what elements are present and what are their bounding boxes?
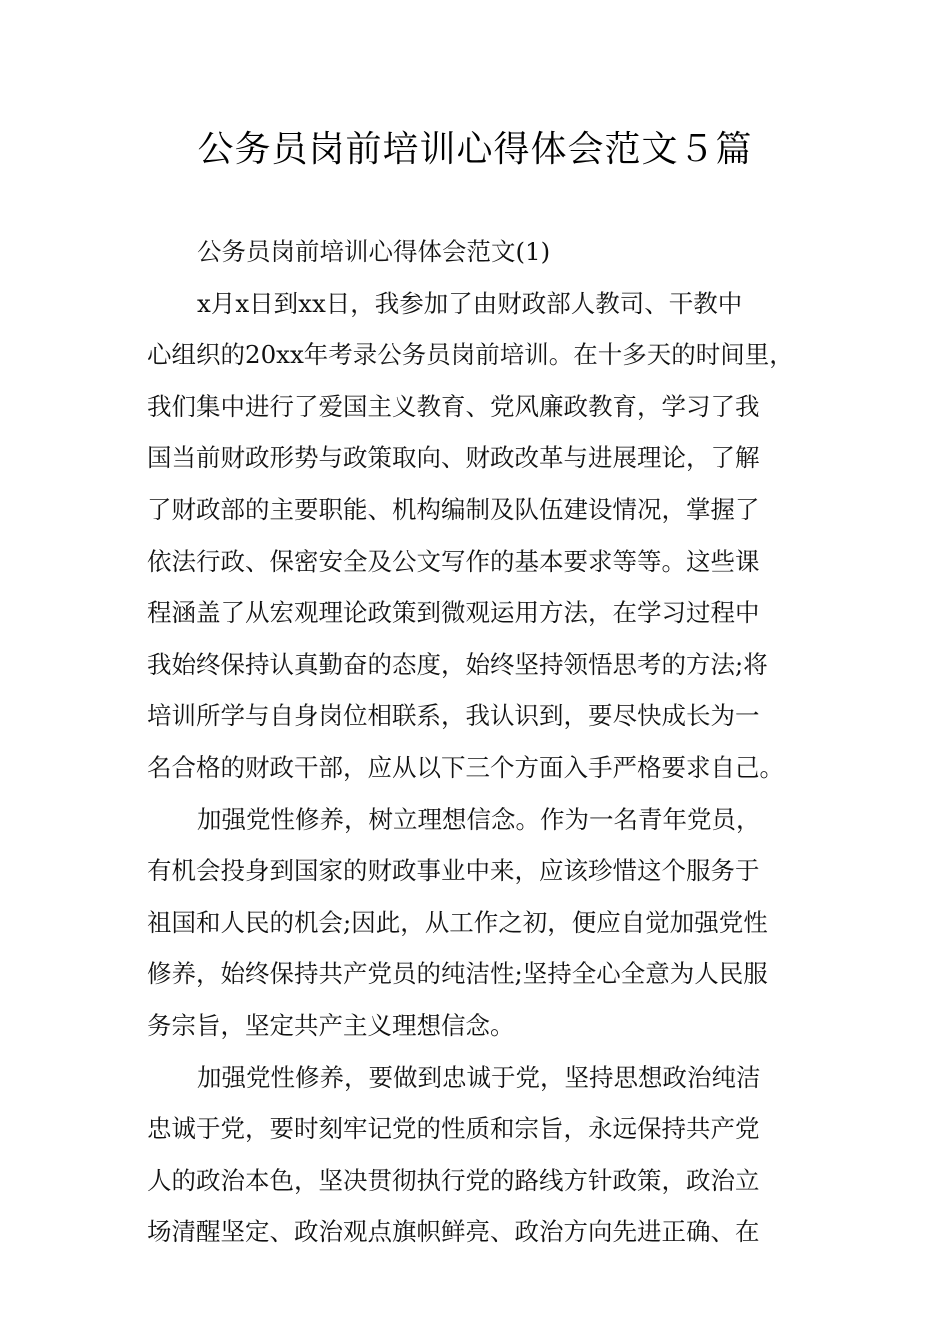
paragraph-line: 忠诚于党，要时刻牢记党的性质和宗旨，永远保持共产党 [147, 1114, 760, 1144]
paragraph-line: 加强党性修养，要做到忠诚于党，坚持思想政治纯洁 [197, 1062, 761, 1092]
paragraph-line: 人的政治本色，坚决贯彻执行党的路线方针政策，政治立 [147, 1165, 760, 1195]
paragraph-3 [147, 1052, 809, 1258]
paragraph-1 [147, 278, 809, 794]
paragraph-line: 依法行政、保密安全及公文写作的基本要求等等。这些课 [147, 546, 760, 576]
paragraph-line: 名合格的财政干部，应从以下三个方面入手严格要求自己。 [147, 752, 784, 782]
paragraph-2 [147, 794, 809, 1052]
paragraph-line: 我始终保持认真勤奋的态度，始终坚持领悟思考的方法;将 [147, 649, 768, 679]
paragraph-line: 我们集中进行了爱国主义教育、党风廉政教育，学习了我 [147, 391, 760, 421]
section-heading [147, 226, 809, 278]
paragraph-line: 修养，始终保持共产党员的纯洁性;坚持全心全意为人民服 [147, 959, 768, 989]
paragraph-line: 祖国和人民的机会;因此，从工作之初，便应自觉加强党性 [147, 907, 768, 937]
paragraph-line: 有机会投身到国家的财政事业中来，应该珍惜这个服务于 [147, 856, 760, 886]
section-heading-text: 公务员岗前培训心得体会范文(1) [197, 237, 551, 266]
paragraph-line: 心组织的20xx年考录公务员岗前培训。在十多天的时间里， [147, 340, 794, 370]
paragraph-line: 程涵盖了从宏观理论政策到微观运用方法，在学习过程中 [147, 598, 760, 628]
document-title: 公务员岗前培训心得体会范文５篇 [197, 129, 753, 170]
paragraph-line: 了财政部的主要职能、机构编制及队伍建设情况，掌握了 [147, 494, 760, 524]
paragraph-line: x月x日到xx日，我参加了由财政部人教司、干教中 [197, 288, 743, 318]
paragraph-line: 培训所学与自身岗位相联系，我认识到，要尽快成长为一 [147, 701, 760, 731]
paragraph-line: 加强党性修养，树立理想信念。作为一名青年党员， [197, 804, 761, 834]
paragraph-line: 国当前财政形势与政策取向、财政改革与进展理论，了解 [147, 443, 760, 473]
paragraph-line: 务宗旨，坚定共产主义理想信念。 [147, 1010, 515, 1040]
paragraph-line: 场清醒坚定、政治观点旗帜鲜亮、政治方向先进正确、在 [147, 1217, 760, 1247]
document-body [147, 226, 809, 1258]
